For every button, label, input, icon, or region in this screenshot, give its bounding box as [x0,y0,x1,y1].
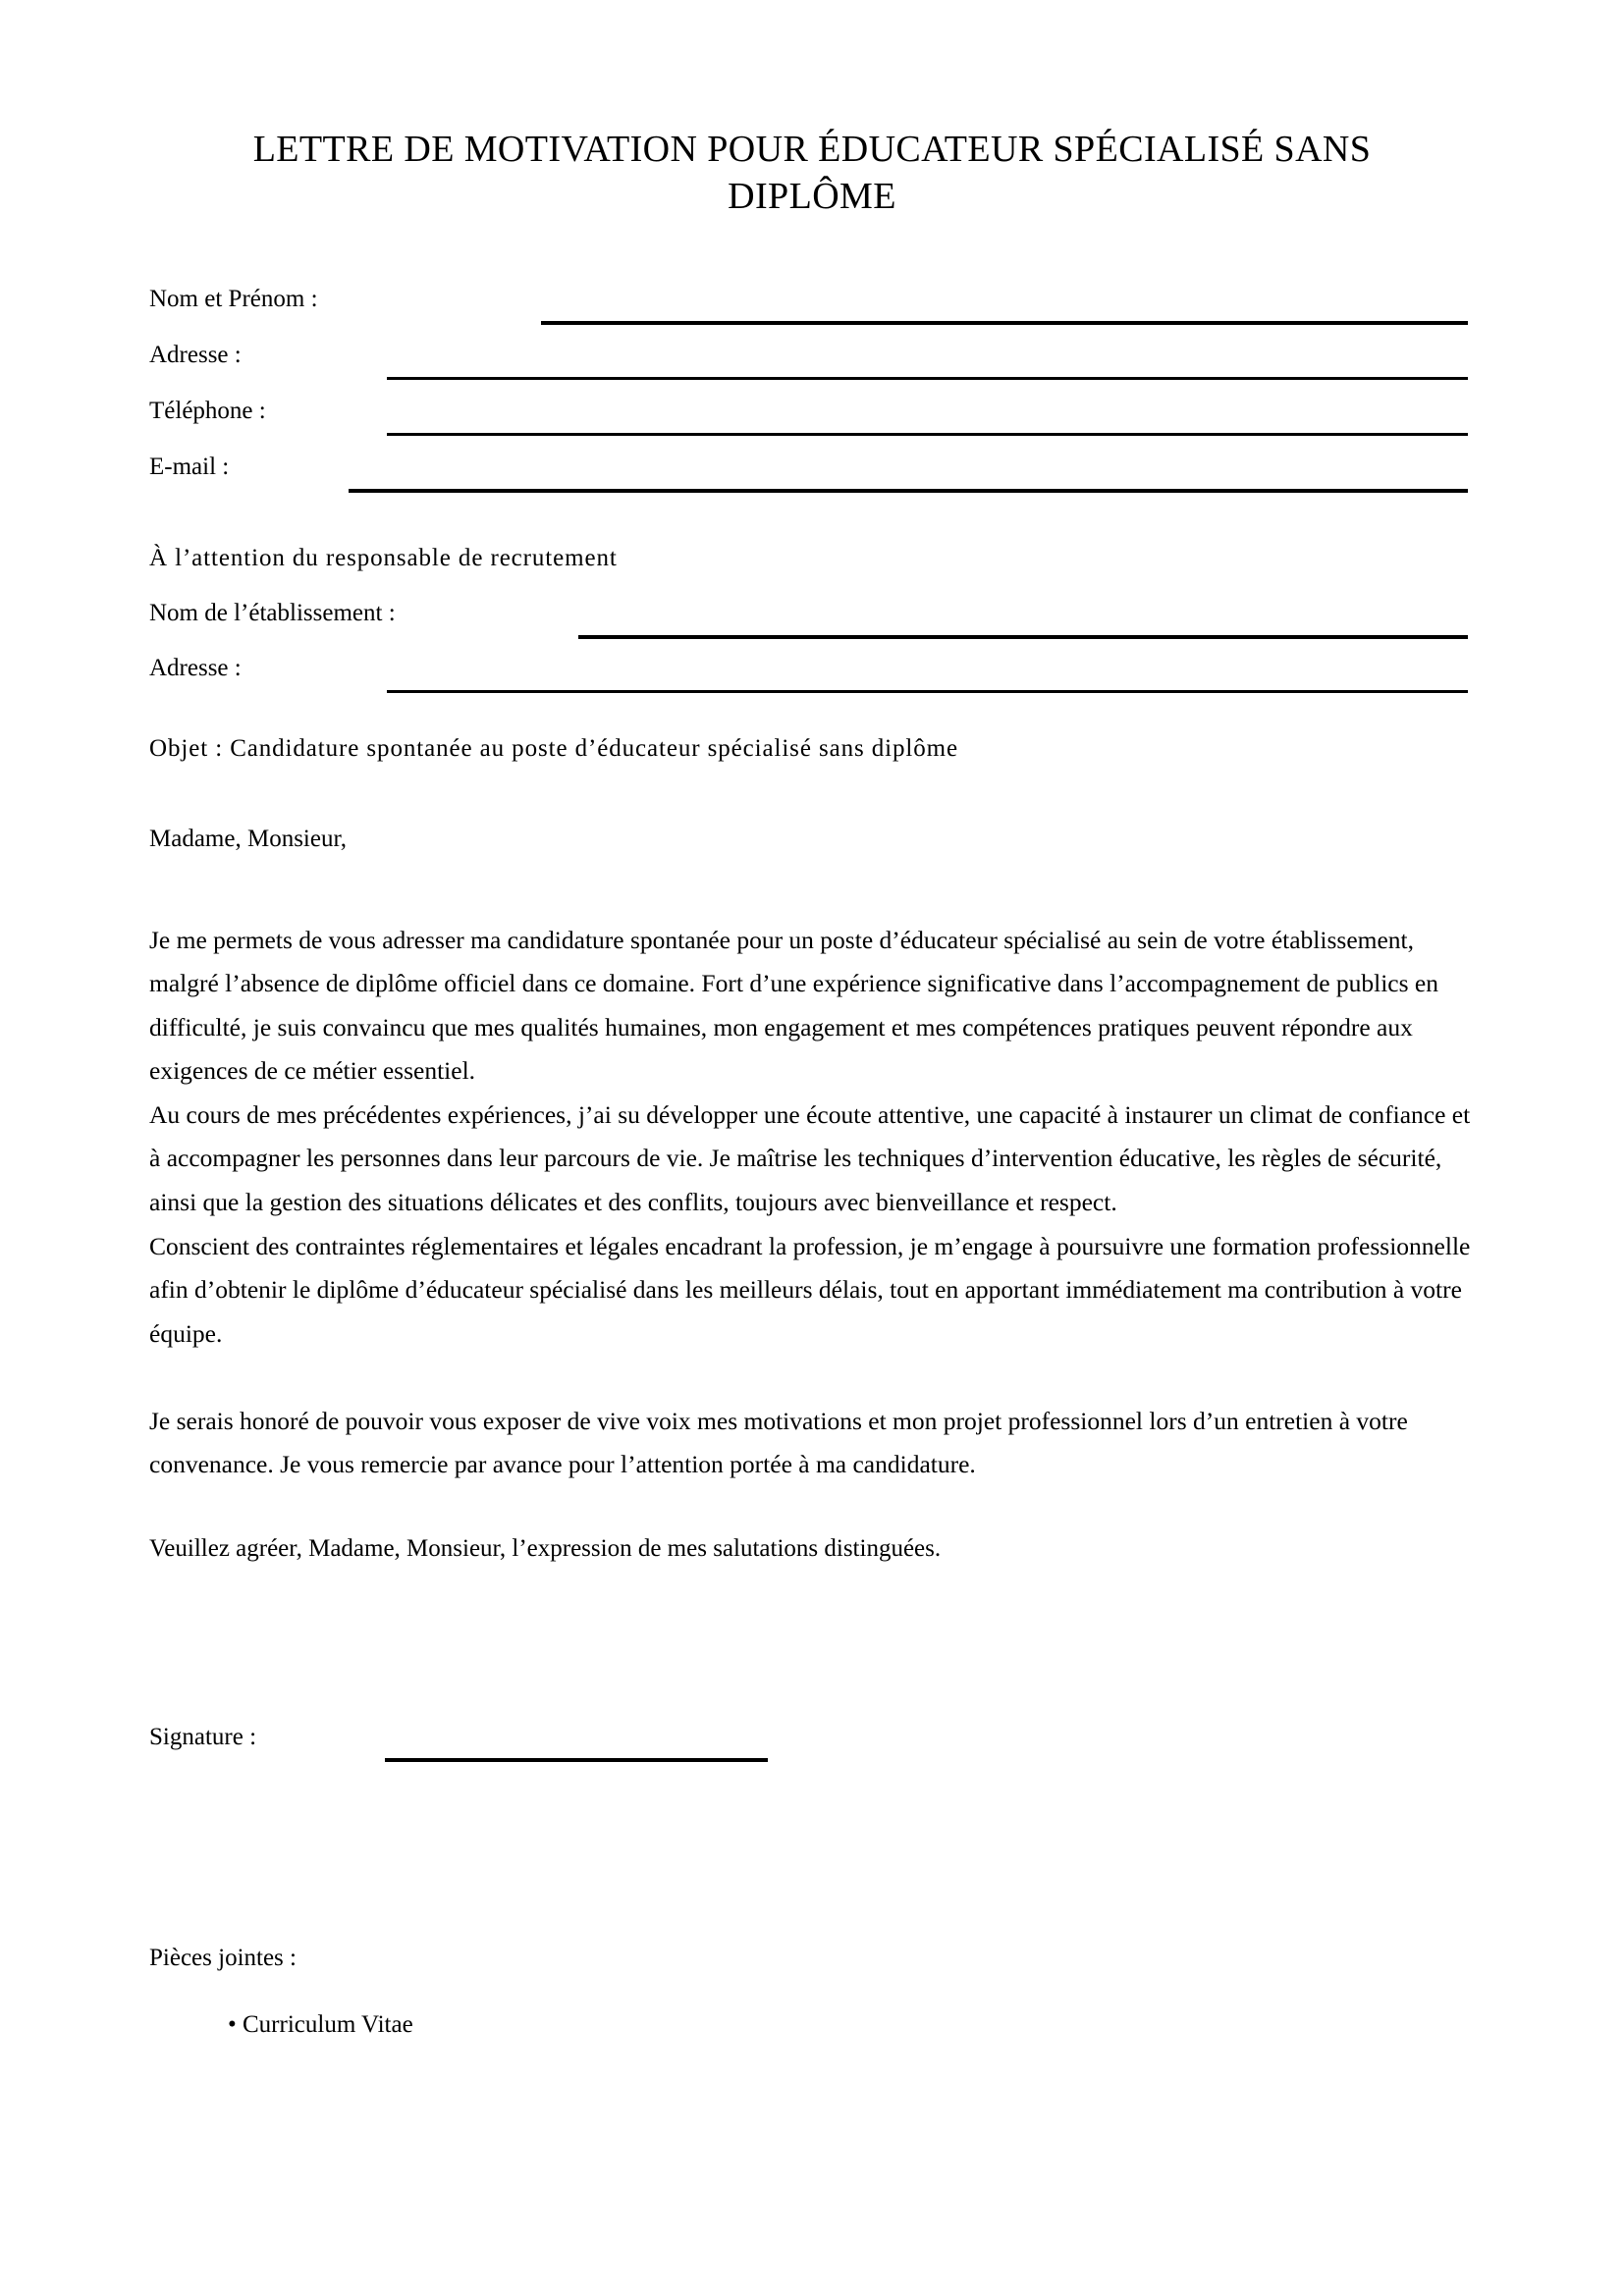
closing-formula: Veuillez agréer, Madame, Monsieur, l’expression de mes salutations distinguées. [149,1535,942,1562]
field-label-adresse: Adresse : [149,342,242,368]
attachment-item-curriculum-vitae: • Curriculum Vitae [228,2011,413,2038]
field-rule-telephone[interactable] [387,433,1468,436]
field-label-nom-prenom: Nom et Prénom : [149,286,318,312]
field-rule-adresse-etablissement[interactable] [387,690,1468,693]
opening-salutation: Madame, Monsieur, [149,826,348,852]
page-title: LETTRE DE MOTIVATION POUR ÉDUCATEUR SPÉCIALISÉ SANS DIPLÔME [252,129,1372,217]
body-paragraph-2: Au cours de mes précédentes expériences, j’ai su développer une écoute attentive, une capacité à instaurer un climat de confiance et à accompagner les personnes dans leur parcours de vie. Je maîtrise les techniques d’intervention éducative, les règles de sécurité, ainsi que la gestion des situations délicates et des conflits, toujours avec bienveillance et respect. [149,1099,1471,1216]
body-paragraph-3: Conscient des contraintes réglementaires et légales encadrant la profession, je m’engage à poursuivre une formation professionnelle afin d’obtenir le diplôme d’éducateur spécialisé dans les meilleurs délais, tout en apportant immédiatement ma contribution à votre équipe. [149,1231,1471,1348]
attachments-label: Pièces jointes : [149,1945,297,1971]
field-label-nom-etablissement: Nom de l’établissement : [149,600,396,626]
field-rule-email[interactable] [349,489,1468,493]
signature-rule[interactable] [385,1758,768,1762]
field-label-telephone: Téléphone : [149,398,266,424]
field-label-adresse-etablissement: Adresse : [149,655,242,681]
field-rule-nom-etablissement[interactable] [578,635,1468,639]
attention-line: À l’attention du responsable de recrutement [149,545,618,571]
field-label-email: E-mail : [149,454,230,480]
subject-line: Objet : Candidature spontanée au poste d’éducateur spécialisé sans diplôme [149,735,958,762]
field-rule-adresse[interactable] [387,377,1468,380]
field-rule-nom-prenom[interactable] [541,321,1468,325]
body-paragraph-4: Je serais honoré de pouvoir vous exposer de vive voix mes motivations et mon projet professionnel lors d’un entretien à votre convenance. Je vous remercie par avance pour l’attention portée à ma candidature. [149,1406,1408,1478]
signature-label: Signature : [149,1724,257,1750]
body-paragraph-1: Je me permets de vous adresser ma candidature spontanée pour un poste d’éducateur spécialisé au sein de votre établissement, malgré l’absence de diplôme officiel dans ce domaine. Fort d’une expérience significative dans l’accompagnement de publics en difficulté, je suis convaincu que mes qualités humaines, mon engagement et mes compétences pratiques peuvent répondre aux exigences de ce métier essentiel. [149,925,1438,1085]
